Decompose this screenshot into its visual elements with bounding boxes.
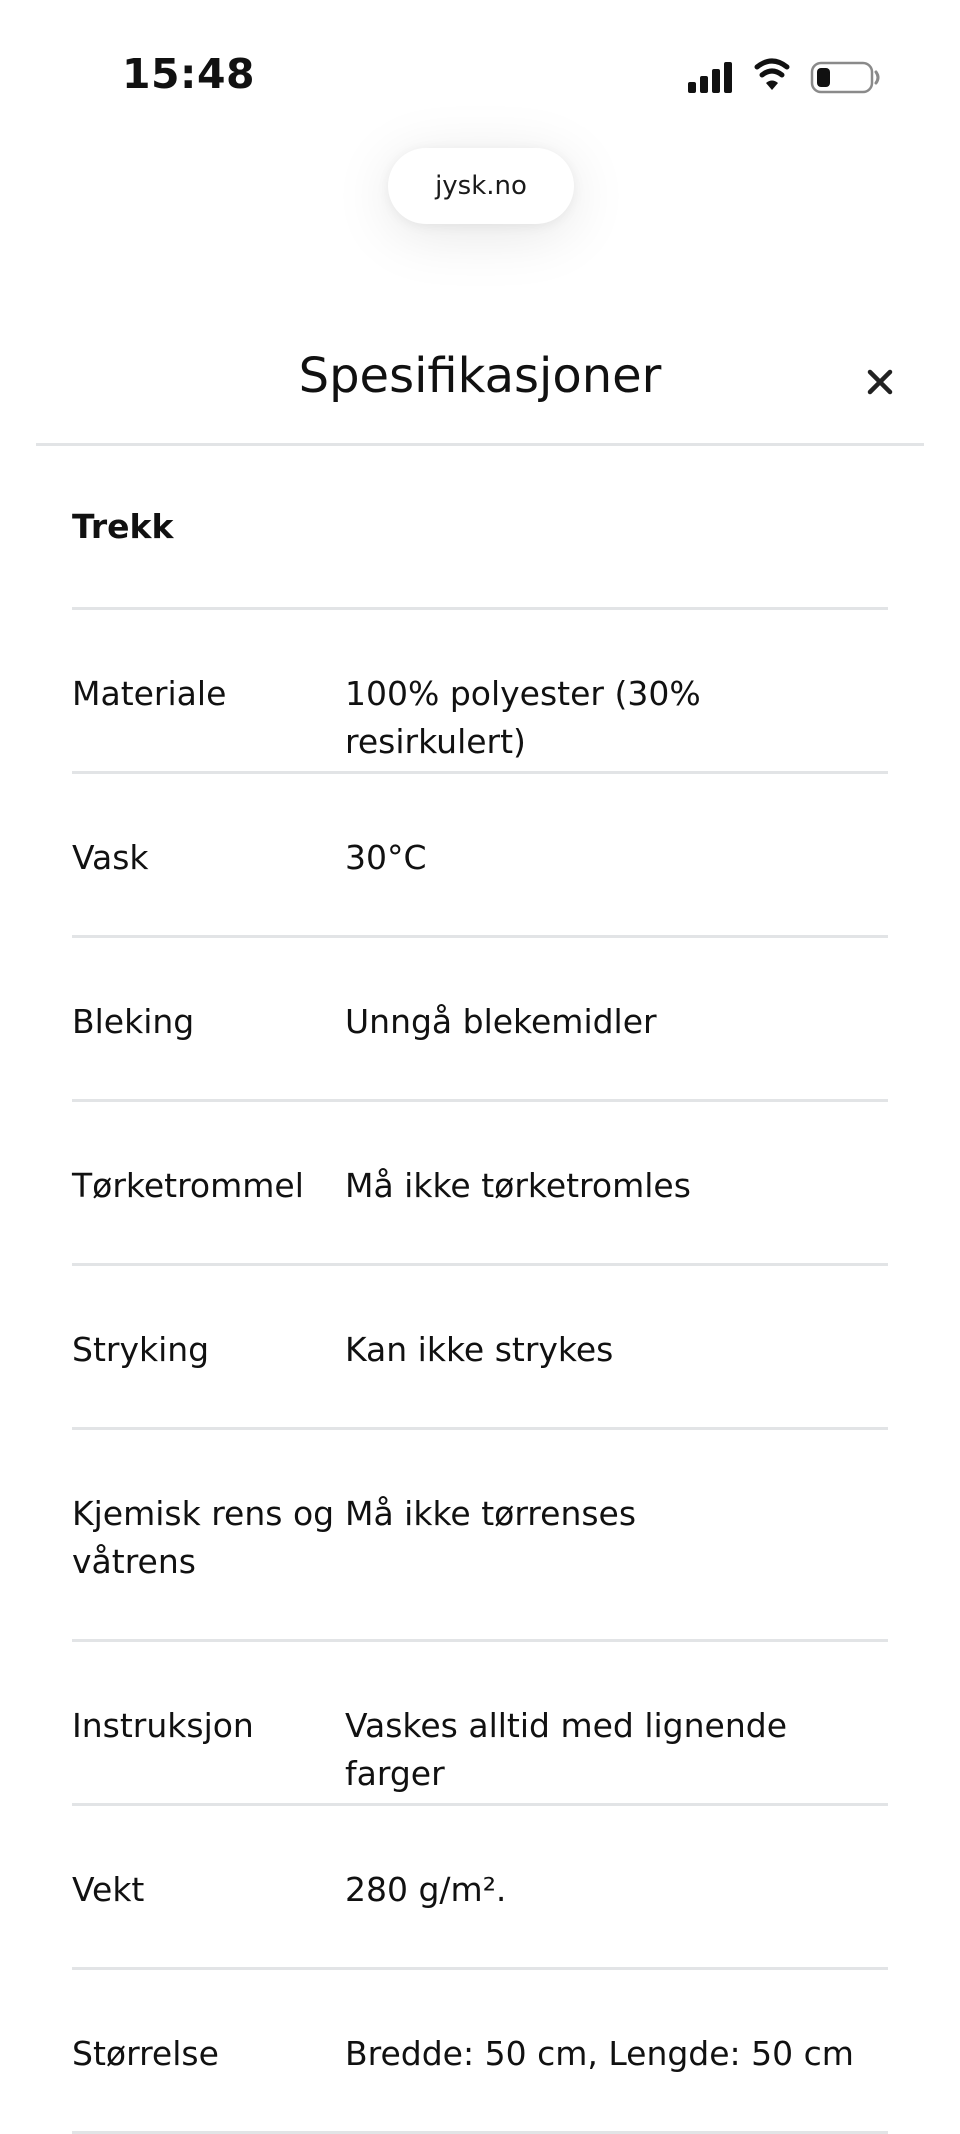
section-heading: Trekk bbox=[72, 446, 888, 610]
spec-row-materiale bbox=[72, 610, 888, 774]
spec-label: Vask bbox=[72, 838, 149, 877]
spec-value: Unngå blekemidler bbox=[345, 1002, 657, 1041]
spec-row-vask bbox=[72, 774, 888, 938]
spec-label: Størrelse bbox=[72, 2034, 219, 2073]
spec-value: 30°C bbox=[345, 838, 427, 877]
url-bar[interactable] bbox=[388, 148, 574, 224]
spec-label: Tørketrommel bbox=[72, 1166, 304, 1205]
spec-value: 100% polyester (30% resirkulert) bbox=[345, 674, 701, 761]
spec-row-storrelse bbox=[72, 1970, 888, 2134]
battery-icon bbox=[812, 63, 878, 92]
status-bar bbox=[0, 0, 960, 140]
spec-list bbox=[72, 446, 888, 2134]
wifi-icon bbox=[757, 61, 787, 90]
spec-label: Vekt bbox=[72, 1870, 145, 1909]
close-button[interactable] bbox=[858, 360, 902, 404]
spec-row-bleking bbox=[72, 938, 888, 1102]
spec-value: Må ikke tørrenses bbox=[345, 1494, 637, 1533]
specifications-sheet bbox=[0, 300, 960, 2087]
spec-row-stryking bbox=[72, 1266, 888, 1430]
spec-value: Vaskes alltid med lignende farger bbox=[345, 1706, 788, 1793]
spec-row-kjemisk-rens bbox=[72, 1430, 888, 1642]
status-icons bbox=[686, 58, 886, 98]
spec-label: Stryking bbox=[72, 1330, 210, 1369]
spec-label: Instruksjon bbox=[72, 1706, 254, 1745]
spec-row-vekt bbox=[72, 1806, 888, 1970]
spec-row-instruksjon bbox=[72, 1642, 888, 1806]
spec-value: Må ikke tørketromles bbox=[345, 1166, 691, 1205]
close-icon bbox=[858, 360, 902, 404]
spec-value: 280 g/m². bbox=[345, 1870, 507, 1909]
signal-icon bbox=[688, 62, 732, 93]
spec-label: Materiale bbox=[72, 674, 227, 713]
spec-label: Bleking bbox=[72, 1002, 195, 1041]
status-time: 15:48 bbox=[122, 50, 256, 98]
spec-label: Kjemisk rens og våtrens bbox=[72, 1494, 335, 1581]
sheet-header bbox=[36, 300, 924, 446]
spec-value: Bredde: 50 cm, Lengde: 50 cm bbox=[345, 2034, 854, 2073]
spec-row-torketrommel bbox=[72, 1102, 888, 1266]
sheet-title: Spesifikasjoner bbox=[298, 348, 662, 404]
url-text: jysk.no bbox=[435, 171, 527, 201]
spec-value: Kan ikke strykes bbox=[345, 1330, 614, 1369]
